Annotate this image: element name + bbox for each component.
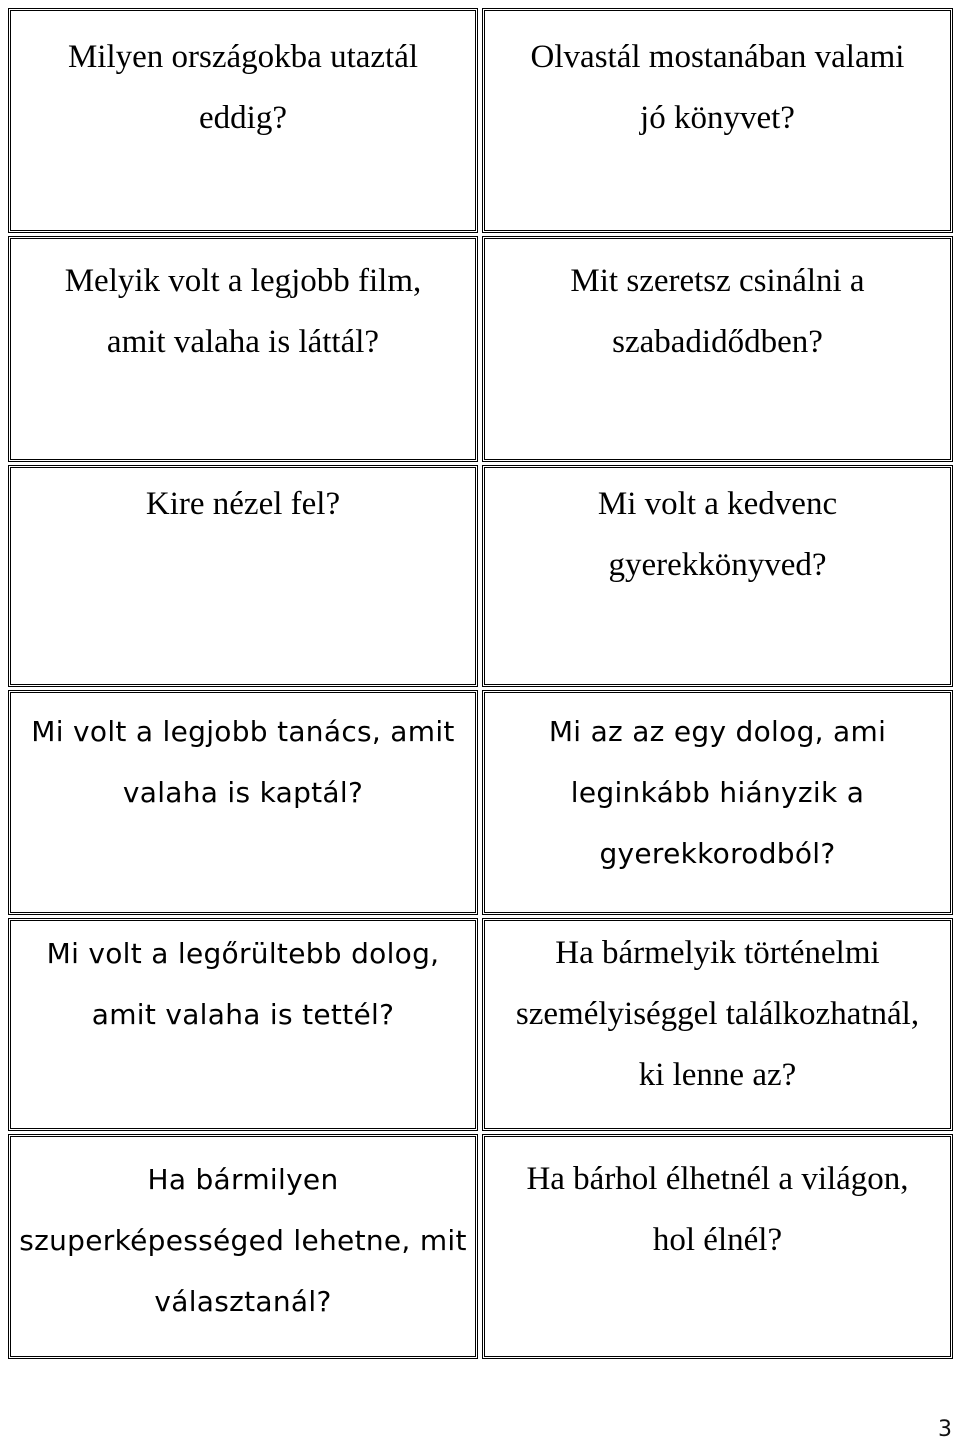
card-line: Olvastál mostanában valami: [530, 39, 905, 75]
question-card-9: [8, 918, 478, 1131]
card-line: Mi az az egy dolog, ami: [548, 715, 887, 748]
card-line: Ha bármilyen: [147, 1163, 339, 1196]
card-line: amit valaha is tettél?: [91, 998, 395, 1031]
card-line: Mi volt a legjobb tanács, amit: [31, 715, 455, 748]
card-line: leginkább hiányzik a: [570, 776, 865, 809]
card-line: valaha is kaptál?: [122, 776, 364, 809]
card-line: Mi volt a legőrültebb dolog,: [46, 937, 440, 970]
card-line: Ha bárhol élhetnél a világon,: [526, 1161, 909, 1197]
question-card-8: [482, 690, 953, 915]
question-card-12: [482, 1134, 953, 1359]
card-line: személyiséggel találkozhatnál,: [515, 996, 920, 1032]
question-card-7: [8, 690, 478, 915]
question-card-11: [8, 1134, 478, 1359]
card-line: jó könyvet?: [640, 100, 795, 136]
question-card-2: [482, 8, 953, 233]
question-card-3: [8, 236, 478, 462]
card-line: választanál?: [154, 1285, 332, 1318]
question-card-1: [8, 8, 478, 233]
card-line: eddig?: [199, 100, 287, 136]
card-line: Mi volt a kedvenc: [597, 486, 838, 522]
question-card-10: [482, 918, 953, 1131]
card-line: gyerekkönyved?: [608, 547, 827, 583]
card-line: Milyen országokba utaztál: [67, 39, 419, 75]
card-line: Kire nézel fel?: [145, 486, 341, 522]
card-line: szuperképességed lehetne, mit: [19, 1224, 467, 1257]
question-card-6: [482, 465, 953, 687]
card-line: Ha bármelyik történelmi: [555, 935, 880, 971]
card-line: szabadidődben?: [612, 324, 823, 360]
page-number: 3: [938, 1417, 952, 1442]
card-line: amit valaha is láttál?: [106, 324, 380, 360]
card-line: gyerekkorodból?: [599, 837, 836, 870]
card-line: Mit szeretsz csinálni a: [570, 263, 865, 299]
card-line: hol élnél?: [652, 1222, 783, 1258]
card-line: Melyik volt a legjobb film,: [64, 263, 422, 299]
question-card-5: [8, 465, 478, 687]
card-line: ki lenne az?: [638, 1057, 797, 1093]
question-card-4: [482, 236, 953, 462]
